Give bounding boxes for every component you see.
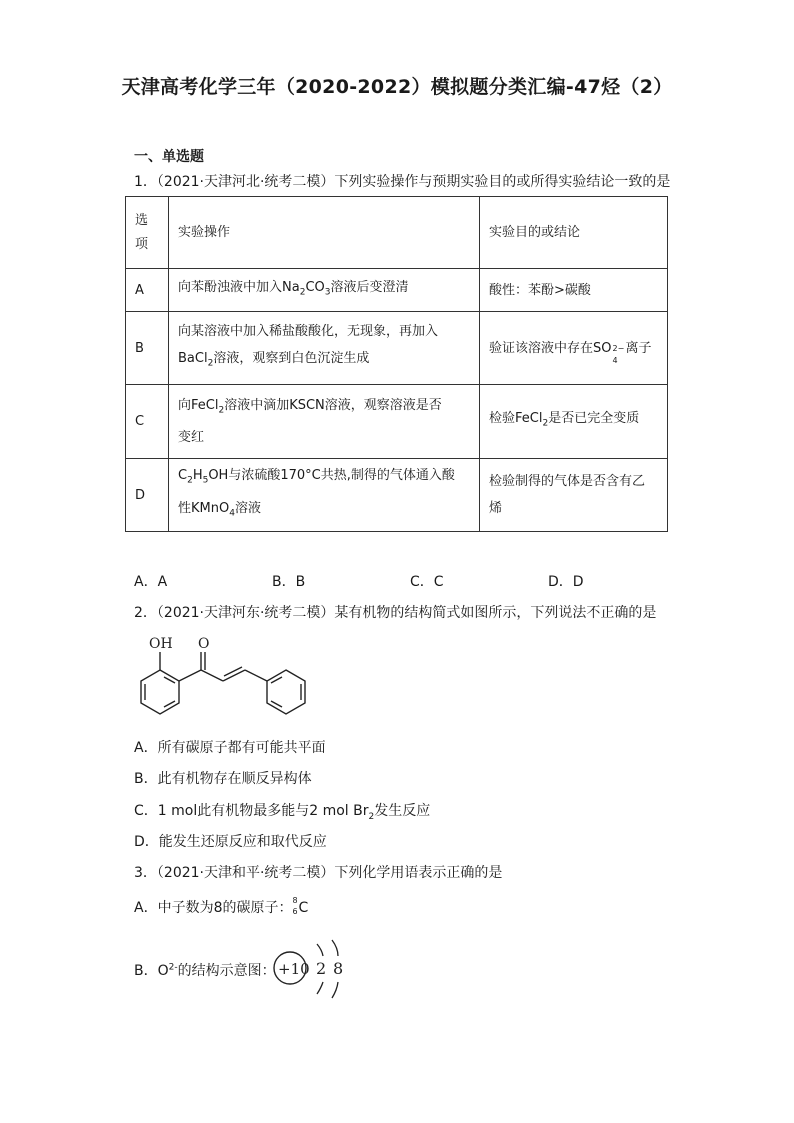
row-option: B [126, 312, 169, 385]
row-conclusion: 检验FeCl$_2$是否已完全变质 [480, 385, 668, 459]
q2-option-a[interactable]: A．所有碳原子都有可能共平面 [134, 740, 326, 756]
section-heading: 一、单选题 [134, 149, 204, 165]
header-option: 选项 [126, 197, 169, 269]
shell-2-count: 8 [333, 959, 344, 978]
table-row [126, 385, 668, 459]
row-conclusion: 检验制得的气体是否含有乙 烯 [480, 459, 668, 532]
nucleus-charge: +10 [278, 960, 310, 978]
q3-option-b[interactable]: B．$O^{2-}$的结构示意图： [134, 962, 276, 979]
row-operation: 向FeCl$_2$溶液中滴加KSCN溶液，观察溶液是否 变红 [169, 385, 480, 459]
q1-option-b[interactable]: B．B [272, 574, 306, 590]
shell-1-count: 2 [316, 959, 327, 978]
row-option: A [126, 269, 169, 312]
q3-option-a[interactable]: A．中子数为8的碳原子： 8 6 C [134, 896, 309, 916]
table-header-row [126, 197, 668, 269]
question-3-stem: 3．（2021·天津和平·统考二模）下列化学用语表示正确的是 [134, 865, 503, 881]
table-row [126, 312, 668, 385]
q2-option-d[interactable]: D．能发生还原反应和取代反应 [134, 834, 327, 850]
question-2-stem: 2．（2021·天津河东·统考二模）某有机物的结构简式如图所示，下列说法不正确的是 [134, 605, 657, 621]
page-title: 天津高考化学三年（2020-2022）模拟题分类汇编-47烃（2） [121, 76, 673, 98]
question-1-stem: 1．（2021·天津河北·统考二模）下列实验操作与预期实验目的或所得实验结论一致的是 [134, 174, 671, 190]
table-row [126, 269, 668, 312]
carbon-nuclide-symbol: 8 6 C [292, 896, 309, 916]
q1-option-d[interactable]: D．D [548, 574, 584, 590]
header-conclusion: 实验目的或结论 [480, 197, 668, 269]
row-operation: 向苯酚浊液中加入$Na_2CO_3$溶液后变澄清 [169, 269, 480, 312]
q1-option-c[interactable]: C．C [410, 574, 444, 590]
carbonyl-oxygen-label: O [198, 636, 210, 652]
ion-structure-diagram [268, 936, 358, 1000]
hydroxyl-label: OH [149, 636, 173, 652]
experiment-table [125, 196, 668, 532]
chalcone-structure-diagram [125, 630, 335, 726]
q1-option-a[interactable]: A．A [134, 574, 168, 590]
table-row [126, 459, 668, 532]
header-operation: 实验操作 [169, 197, 480, 269]
row-operation: 向某溶液中加入稀盐酸酸化，无现象，再加入 BaCl$_2$溶液，观察到白色沉淀生成 [169, 312, 480, 385]
row-option: D [126, 459, 169, 532]
row-option: C [126, 385, 169, 459]
row-operation: $C_2H_5OH$与浓硫酸170°C共热,制得的气体通入酸 性KMnO$_4$溶液 [169, 459, 480, 532]
row-conclusion: 验证该溶液中存在SO 2− 4 离子 [480, 312, 668, 385]
q2-option-c[interactable]: C．1 mol此有机物最多能与2 mol $Br_2$发生反应 [134, 803, 431, 822]
q2-option-b[interactable]: B．此有机物存在顺反异构体 [134, 771, 312, 787]
row-conclusion: 酸性：苯酚>碳酸 [480, 269, 668, 312]
